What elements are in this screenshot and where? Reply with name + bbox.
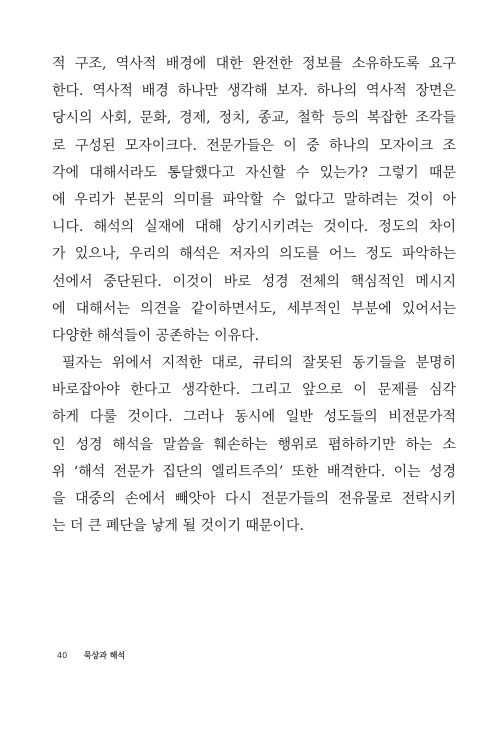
text-line: 가 있으나, 우리의 해석은 저자의 의도를 어느 정도 파악하는 bbox=[52, 246, 456, 263]
page-number: 40 bbox=[57, 651, 68, 660]
text-line: 니다. 해석의 실재에 대해 상기시키려는 것이다. 정도의 차이 bbox=[52, 219, 456, 236]
text-line: 위 ‘해석 전문가 집단의 엘리트주의’ 또한 배격한다. 이는 성경 bbox=[52, 463, 456, 480]
paragraph-1 bbox=[52, 51, 456, 350]
text-line: 필자는 위에서 지적한 대로, 큐티의 잘못된 동기들을 분명히 bbox=[62, 355, 456, 372]
text-line: 인 성경 해석을 말씀을 훼손하는 행위로 폄하하기만 하는 소 bbox=[52, 436, 456, 453]
text-line: 각에 대해서라도 통달했다고 자신할 수 있는가? 그렇기 때문 bbox=[52, 164, 456, 181]
text-line: 적 구조, 역사적 배경에 대한 완전한 정보를 소유하도록 요구 bbox=[52, 56, 456, 72]
text-line: 바로잡아야 한다고 생각한다. 그리고 앞으로 이 문제를 심각 bbox=[52, 382, 456, 399]
text-line: 에 우리가 본문의 의미를 파악할 수 없다고 말하려는 것이 아 bbox=[52, 191, 456, 208]
text-line: 을 대중의 손에서 빼앗아 다시 전문가들의 전유물로 전락시키 bbox=[52, 491, 456, 507]
text-line: 선에서 중단된다. 이것이 바로 성경 전체의 핵심적인 메시지 bbox=[52, 273, 456, 290]
text-line: 한다. 역사적 배경 하나만 생각해 보자. 하나의 역사적 장면은 bbox=[52, 83, 456, 100]
text-line: 는 더 큰 폐단을 낳게 될 것이기 때문이다. bbox=[52, 518, 304, 535]
paragraph-2 bbox=[52, 350, 456, 540]
running-title: 묵상과 해석 bbox=[83, 650, 126, 660]
text-line: 당시의 사회, 문화, 경제, 정치, 종교, 철학 등의 복잡한 조각들 bbox=[52, 110, 456, 127]
text-line: 로 구성된 모자이크다. 전문가들은 이 중 하나의 모자이크 조 bbox=[52, 137, 456, 154]
text-line: 다양한 해석들이 공존하는 이유다. bbox=[52, 327, 260, 344]
text-line: 에 대해서는 의견을 같이하면서도, 세부적인 부분에 있어서는 bbox=[52, 300, 456, 317]
page-footer bbox=[57, 650, 125, 661]
body-text bbox=[52, 51, 456, 540]
text-line: 하게 다룰 것이다. 그러나 동시에 일반 성도들의 비전문가적 bbox=[52, 409, 456, 426]
